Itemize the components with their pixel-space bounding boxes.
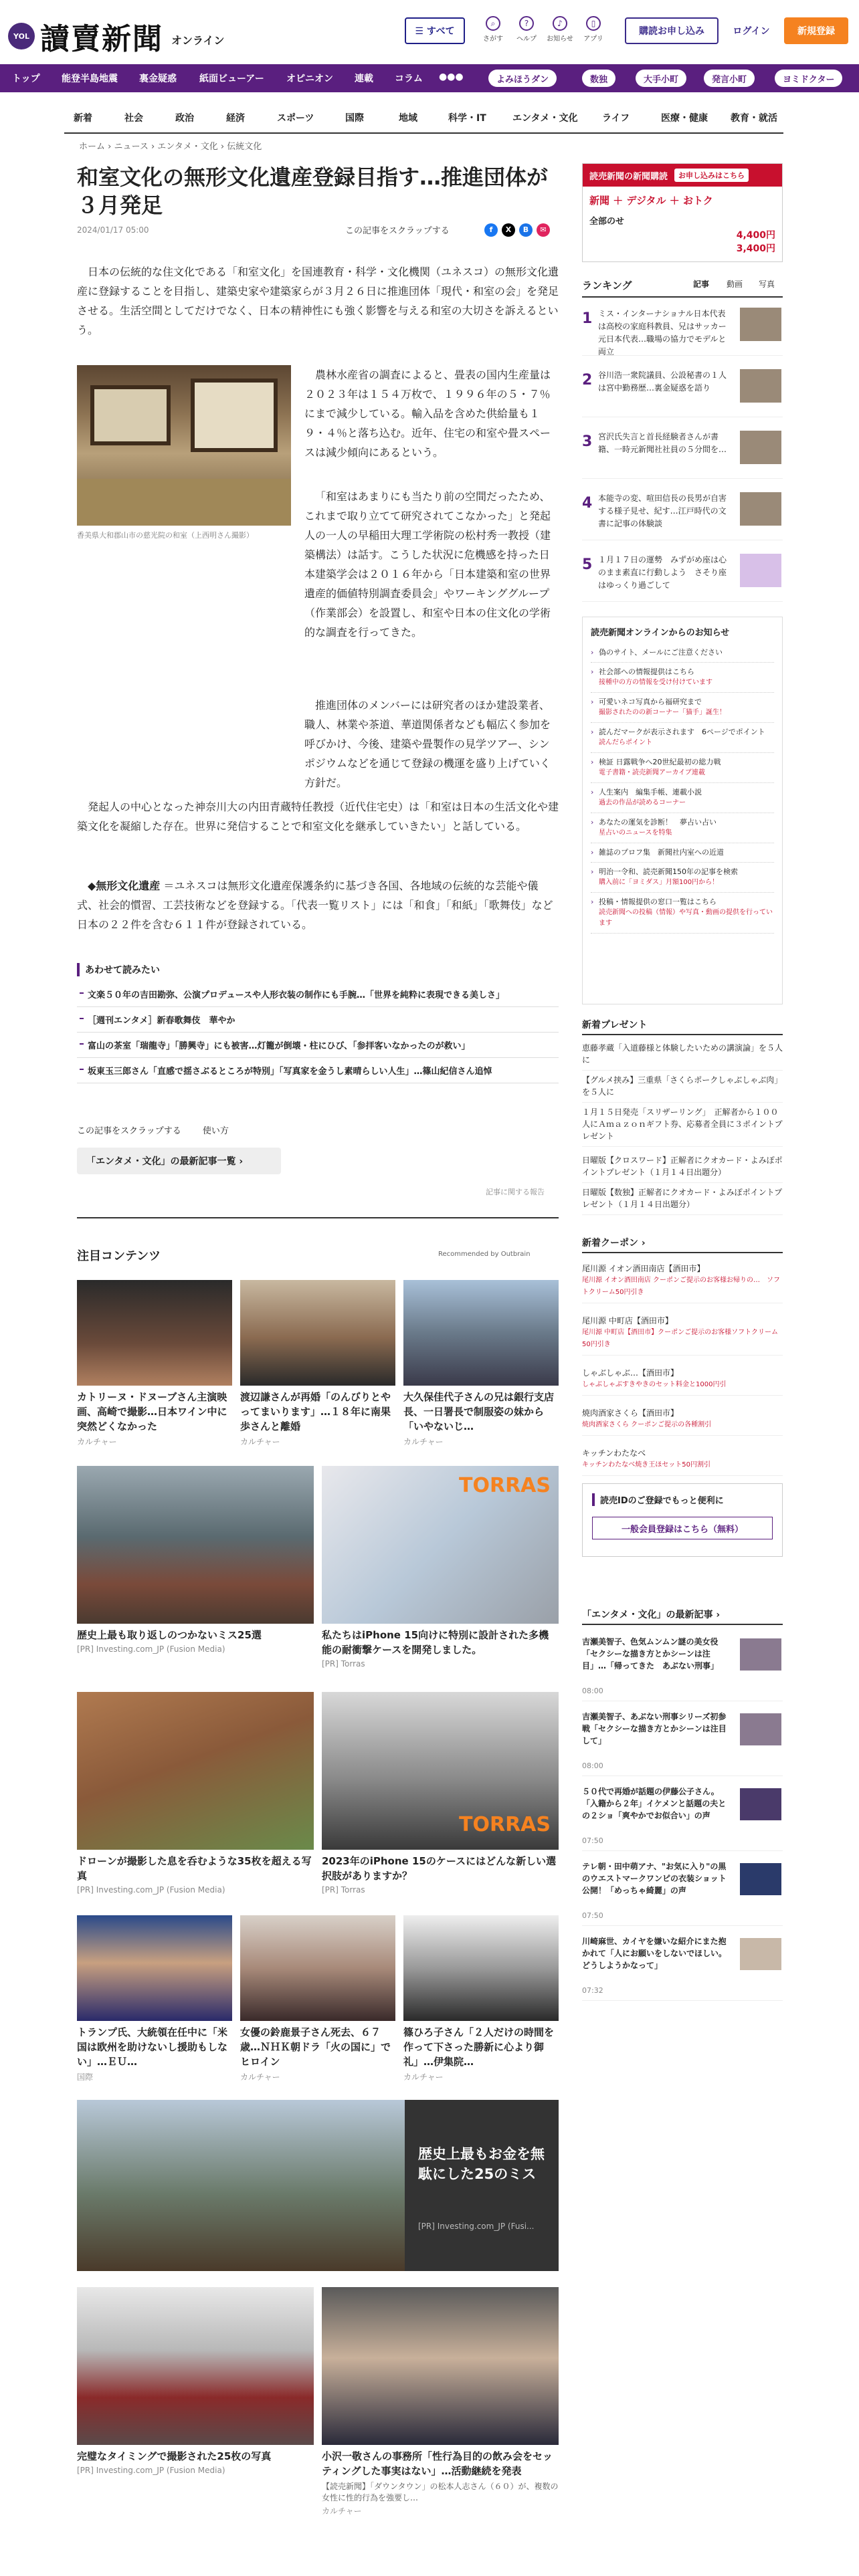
notice-item[interactable] <box>591 813 774 843</box>
login-button[interactable]: ログイン <box>733 26 770 37</box>
coupon-item[interactable] <box>582 1363 783 1396</box>
notice-item[interactable] <box>591 863 774 893</box>
featured-card[interactable] <box>77 1280 232 1447</box>
nav-pill[interactable]: 数独 <box>582 70 615 87</box>
photo-caption: 香美県大和郡山市の慈光院の和室（上西明さん撮影） <box>77 531 254 540</box>
ranking-item[interactable] <box>582 302 783 356</box>
featured-card[interactable] <box>322 1692 559 1895</box>
page-title: 和室文化の無形文化遺産登録目指す…推進団体が３月発足 <box>77 165 549 218</box>
subscription-promo[interactable] <box>582 163 783 262</box>
card-title: 篠ひろ子さん「２人だけの時間を作って下さった勝新に心より御礼」…伊集院… <box>403 2026 555 2068</box>
featured-card[interactable] <box>322 1466 559 1669</box>
notice-label: お知らせ <box>547 35 573 43</box>
featured-card[interactable] <box>240 1915 395 2082</box>
notice-sub: 撮影されたのの新コーナー「猫手」誕生！ <box>599 709 726 716</box>
nav-pill[interactable]: ヨミドクター <box>775 70 842 87</box>
usage-link[interactable]: 使い方 <box>202 1126 229 1136</box>
card-image <box>403 1915 559 2021</box>
card-image <box>322 1692 559 1850</box>
coupon-desc: 焼肉酒家さくら クーポンご提示の各種割引 <box>582 1421 712 1428</box>
ranking-thumb <box>740 492 781 526</box>
notice-item[interactable] <box>591 893 774 934</box>
card-title: ドローンが撮影した息を呑むような35枚を超える写真 <box>77 1855 312 1882</box>
related-heading: あわせて読みたい <box>77 963 559 976</box>
rank-number: 5 <box>582 556 593 573</box>
ent-title: 川崎麻世、カイヤを嫌いな紹介にまた抱かれて「人にお願いをしないでほしい。どうしようかなって」 <box>582 1937 727 1970</box>
category-item[interactable]: 経済 <box>226 113 245 124</box>
notice-sub: 星占いのニュースを特集 <box>599 829 672 837</box>
coupon-item[interactable] <box>582 1311 783 1356</box>
featured-card[interactable] <box>77 1915 232 2082</box>
card-image <box>403 1280 559 1386</box>
ent-heading[interactable]: 「エンタメ・文化」の最新記事 › <box>582 1608 783 1625</box>
ent-title: 吉瀬美智子、色気ムンムン謎の美女役「セクシーな描き方とかシーンは注目」…「帰ってきた あぶない刑事」 <box>582 1637 719 1671</box>
notice-item[interactable] <box>591 643 774 663</box>
ranking-thumb <box>740 554 781 587</box>
card-source: [PR] Investing.com_JP (Fusion Media) <box>77 1644 225 1654</box>
present-item[interactable]: 恵藤孝蔵「入道藤様と体験したいための講演論」を５人に <box>582 1038 783 1071</box>
ent-thumb <box>740 1788 781 1820</box>
notice-sub: 購入前に「ヨミダス」月額100円から！ <box>599 879 719 886</box>
present-item[interactable]: 日曜版【数独】正解者にクオカード・よみぽポイントプレゼント（１月１４日出題分） <box>582 1182 783 1215</box>
notice-box <box>582 617 783 1004</box>
card-image <box>77 1466 314 1624</box>
card-source: カルチャー <box>322 2506 362 2516</box>
card-source: [PR] Torras <box>322 1885 365 1895</box>
article-photo[interactable] <box>77 365 291 526</box>
article-paragraph: 発起人の中心となった神奈川大の内田青蔵特任教授（近代住宅史）は「和室は日本の生活文化や建築文化を凝縮した存在。世界に発信することで和室文化を継承していきたい」と話している。 <box>77 800 559 833</box>
card-title: 歴史上最もお金を無駄にした25のミス <box>418 2146 545 2182</box>
ent-title: テレ朝・田中萌アナ、"お気に入り"の黒のウエストマークワンピの衣装ショット公開！「めっちゃ綺麗」の声 <box>582 1862 727 1895</box>
coupon-item[interactable] <box>582 1403 783 1436</box>
glossary-text: ＝ユネスコは無形文化遺産保護条約に基づき各国、各地域の伝統的な芸能や儀式、社会的慣習、工芸技術などを登録する。「代表一覧リスト」には「和食」「和紙」「歌舞伎」など日本の２２件を含む６１１件が登録されている。 <box>77 879 553 931</box>
ent-thumb <box>740 1863 781 1895</box>
card-title: トランプ氏、大統領在任中に「米国は欧州を助けないし援助もしない」…ＥＵ… <box>77 2026 228 2068</box>
member-register-button[interactable]: 一般会員登録はこちら（無料） <box>592 1517 773 1539</box>
category-item[interactable]: ライフ <box>602 113 630 124</box>
notice-text: 投稿・情報提供の窓口一覧はこちら <box>599 897 717 906</box>
facebook-icon[interactable]: f <box>484 223 498 237</box>
category-item[interactable]: エンタメ・文化 <box>512 113 578 124</box>
coupon-title: 尾川源 イオン酒田南店【酒田市】 <box>582 1264 705 1273</box>
ranking-item[interactable] <box>582 364 783 417</box>
promo-badge: お申し込みはこちら <box>674 169 749 182</box>
help-icon: ? <box>519 16 534 31</box>
price-1: 4,400円 <box>736 230 775 241</box>
card-title: 女優の鈴鹿景子さん死去、６７歳…ＮＨＫ朝ドラ「火の国に」でヒロイン <box>240 2026 391 2068</box>
help-label: ヘルプ <box>516 35 537 43</box>
rank-number: 1 <box>582 310 593 327</box>
notice-text: 読んだマークが表示されます 6ページでポイント <box>599 728 765 736</box>
ent-item[interactable] <box>582 1632 783 1701</box>
brand-logo: TORRAS <box>459 1813 551 1836</box>
search-label: さがす <box>483 35 503 43</box>
x-icon[interactable]: X <box>502 223 515 237</box>
outbrain-label[interactable]: Recommended by Outbrain <box>438 1251 531 1258</box>
ent-time: 08:00 <box>582 1761 603 1770</box>
breadcrumb[interactable]: ホーム › ニュース › エンタメ・文化 › 伝統文化 <box>79 142 262 152</box>
notice-item[interactable] <box>591 753 774 783</box>
card-source: カルチャー <box>403 2072 444 2082</box>
notice-text: 検証 日露戦争へ20世紀最初の総力戦 <box>599 758 721 766</box>
notice-item[interactable] <box>591 663 774 693</box>
promo-header <box>583 164 782 187</box>
category-item[interactable]: 新着 <box>74 113 92 124</box>
ranking-heading <box>582 278 783 298</box>
card-title: 渡辺謙さんが再婚「のんびりとやってまいります」…１８年に南果歩さんと離婚 <box>240 1391 391 1432</box>
article-paragraph <box>77 876 559 934</box>
coupon-item[interactable] <box>582 1259 783 1303</box>
present-item[interactable]: 日曜版【クロスワード】正解者にクオカード・よみぽポイントプレゼント（１月１４日出題分） <box>582 1150 783 1183</box>
ent-thumb <box>740 1638 781 1671</box>
card-image <box>77 1915 232 2021</box>
rank-number: 4 <box>582 495 593 512</box>
featured-card[interactable] <box>77 2287 314 2475</box>
ent-time: 08:00 <box>582 1687 603 1695</box>
notice-sub: 読んだらポイント <box>599 739 652 746</box>
card-source: カルチャー <box>240 1437 280 1446</box>
ranking-text: １月１７日の運勢 みずがめ座は心のまま素直に行動しよう さそり座はゆっくり過ごして <box>598 555 727 590</box>
divider <box>77 1217 559 1218</box>
card-image <box>240 1915 395 2021</box>
promo-line: 新聞 ＋ デジタル ＋ おトク <box>589 195 713 207</box>
notice-sub: 接種中の方の情報を受け付けています <box>599 679 712 686</box>
category-item[interactable]: 国際 <box>345 113 364 124</box>
glossary-term: ◆無形文化遺産 <box>88 879 161 892</box>
card-source: [PR] Investing.com_JP (Fusion Media) <box>77 2466 225 2475</box>
card-title: 2023年のiPhone 15のケースにはどんな新しい選択肢がありますか？ <box>322 1855 557 1882</box>
card-image <box>322 1466 559 1624</box>
notice-sub: 過去の作品が読めるコーナー <box>599 799 686 807</box>
notice-heading: 読売新聞オンラインからのお知らせ <box>591 628 730 638</box>
coupon-title: 尾川源 中町店【酒田市】 <box>582 1316 673 1325</box>
notice-text: 雑誌のプロフ集 新聞社内室への近道 <box>599 848 724 857</box>
notice-item[interactable] <box>591 723 774 753</box>
card-title: 完璧なタイミングで撮影された25枚の写真 <box>77 2450 272 2462</box>
notice-text: 人生案内 編集手帳、連載小説 <box>599 788 702 796</box>
nav-item[interactable]: トップ <box>12 74 40 84</box>
search-button[interactable] <box>478 16 508 43</box>
nav-item[interactable]: コラム <box>395 74 423 84</box>
article-paragraph: 推進団体のメンバーには研究者のほか建設業者、職人、林業や茶道、華道関係者なども幅広く参加を呼びかけ、今後、建築や畳製作の見学ツアー、シンポジウムなどを通じて登録の機運を盛り上げていく方針だ。 <box>304 699 551 789</box>
ranking-thumb <box>740 431 781 464</box>
category-item[interactable]: 社会 <box>124 113 143 124</box>
card-source: カルチャー <box>240 2072 280 2082</box>
price-2: 3,400円 <box>736 243 775 254</box>
search-icon: ⌕ <box>486 16 500 31</box>
app-icon: ▯ <box>586 16 601 31</box>
related-item[interactable]: ［週刊エンタメ］新春歌舞伎 華やか <box>77 1007 559 1033</box>
promo-title: 読売新聞の新聞購読 <box>589 171 668 182</box>
site-header <box>0 0 859 62</box>
register-button[interactable]: 新規登録 <box>784 17 848 44</box>
article-actions <box>77 1123 229 1136</box>
card-image <box>77 2287 314 2445</box>
notice-item[interactable] <box>591 693 774 723</box>
coupon-heading[interactable]: 新着クーポン › <box>582 1236 783 1253</box>
notice-text: 可愛いネコ写真から福研究まで <box>599 697 702 706</box>
card-image <box>77 1280 232 1386</box>
article-paragraph: 農林水産省の調査によると、畳表の国内生産量は２０２３年は１５４万枚で、１９９６年の５・７％にまで減少している。輸入品を含めた供給量も１９・４％と落ち込む。近年、住宅の和室や畳スペースは減少傾向にあるという。 <box>304 368 551 459</box>
mail-icon[interactable]: ✉ <box>537 223 550 237</box>
ranking-text: 宮沢氏失言と首長経験者さんが書籍、一時元新聞社社員の５分間を… <box>598 432 727 454</box>
card-summary: 【読売新聞】「ダウンタウン」の松本人志さん（６０）が、複数の女性に性的行為を強要し… <box>322 2482 559 2502</box>
present-item[interactable]: 【グルメ挟み】三重県「さくらポークしゃぶしゃぶ肉」を５人に <box>582 1070 783 1103</box>
ranking-item[interactable] <box>582 548 783 602</box>
nav-item[interactable]: 連載 <box>355 74 373 84</box>
brand-logo: TORRAS <box>459 1474 551 1497</box>
logo-sub: オンライン <box>171 33 225 47</box>
card-title: 小沢一敬さんの事務所「性行為目的の飲み会をセッティングした事実はない」…活動継続を発表 <box>322 2450 553 2477</box>
related-item[interactable]: 坂東玉三郎さん「直感で揺さぶるところが特別」「写真家を金うし素晴らしい人生」…篠山紀信さん追悼 <box>77 1058 559 1083</box>
card-image <box>77 2100 405 2271</box>
category-item[interactable]: 医療・健康 <box>661 113 708 124</box>
site-logo[interactable] <box>8 15 225 58</box>
card-title: 大久保佳代子さんの兄は銀行支店長、一日署長で制服姿の妹から「いやないじ… <box>403 1391 555 1432</box>
card-source: カルチャー <box>77 1437 117 1446</box>
help-button[interactable] <box>511 16 542 43</box>
nav-item[interactable]: 紙面ビューアー <box>199 74 264 84</box>
related-articles <box>77 963 559 1083</box>
app-label: アプリ <box>583 35 603 43</box>
logo-name: 讀賣新聞 <box>40 22 163 56</box>
coupon-desc: 尾川源 イオン酒田南店 クーポンご提示のお客様お帰りの… ソフトクリーム50円引き <box>582 1277 781 1296</box>
card-source: [PR] Investing.com_JP (Fusion Media) <box>77 1885 225 1895</box>
featured-heading: 注目コンテンツ <box>77 1249 161 1263</box>
notice-text: 偽のサイト、メールにご注意ください <box>599 648 723 657</box>
ranking-tab[interactable]: 動画 <box>727 280 743 289</box>
card-title: カトリーヌ・ドヌーブさん主演映画、高崎で撮影…日本ワイン中に突然どくなかった <box>77 1391 227 1432</box>
card-image <box>240 1280 395 1386</box>
report-link[interactable]: 記事に関する報告 <box>486 1188 545 1196</box>
featured-card[interactable] <box>322 2287 559 2516</box>
ranking-thumb <box>740 308 781 341</box>
photo-window <box>90 385 171 445</box>
article-lead: 日本の伝統的な住文化である「和室文化」を国連教育・科学・文化機関（ユネスコ）の無形文化遺産に登録することを目指し、建築史家や建築家らが３月２６日に推進団体「現代・和室の会」を発足させる。生活空間としてだけでなく、日本の精神性にも強く影響を与える和室の大切さを訴えるという。 <box>77 265 559 336</box>
article-date: 2024/01/17 05:00 <box>77 225 149 235</box>
category-item[interactable]: 科学・IT <box>448 113 486 124</box>
promo-line2: 全部のせ <box>589 217 625 227</box>
category-nav <box>64 100 783 134</box>
nav-item[interactable]: 裏金疑惑 <box>139 74 177 84</box>
category-item[interactable]: 政治 <box>175 113 194 124</box>
nav-pill[interactable]: 大手小町 <box>636 70 686 87</box>
coupon-desc: しゃぶしゃぶすきやきのセット料金と1000円引 <box>582 1381 727 1388</box>
ent-item[interactable] <box>582 1856 783 1926</box>
card-source: [PR] Torras <box>322 1659 365 1669</box>
article-paragraph: 「和室はあまりにも当たり前の空間だったため、これまで取り立てて研究されてこなかった」と発起人の一人の早稲田大理工学術院の松村秀一教授（建築構法）は話す。こうした状況に危機感を持った日本建築学会は２０１６年から「日本建築和室の世界遺産的価値特別調査委員会」やワーキンググループ（作業部会）を設置し、和室や日本の住文化の学術的な調査を行ってきた。 <box>304 490 551 639</box>
coupon-title: キッチンわたなべ <box>582 1448 646 1458</box>
notice-text: 明治一令和、読売新聞150年の記事を検索 <box>599 867 738 876</box>
nav-item[interactable]: 能登半島地震 <box>62 74 118 84</box>
card-source: [PR] Investing.com_JP (Fusi... <box>418 2222 535 2231</box>
featured-card[interactable] <box>77 1692 314 1895</box>
coupon-desc: 尾川源 中町店【酒田市】クーポンご提示のお客様ソフトクリーム50円引き <box>582 1329 778 1348</box>
ent-thumb <box>740 1713 781 1745</box>
card-image <box>77 1692 314 1850</box>
category-item[interactable]: 教育・就活 <box>731 113 777 124</box>
present-heading: 新着プレゼント <box>582 1018 783 1035</box>
coupon-item[interactable] <box>582 1443 783 1476</box>
notice-item[interactable] <box>591 843 774 863</box>
card-source: カルチャー <box>403 1437 444 1446</box>
coupon-title: 焼肉酒家さくら【酒田市】 <box>582 1408 679 1418</box>
featured-card[interactable] <box>403 1280 559 1447</box>
main-nav <box>0 64 859 92</box>
ranking-title: ランキング <box>582 280 632 292</box>
logo-seal: YOL <box>8 23 35 49</box>
card-title: 私たちはiPhone 15向けに特別に設計された多機能の耐衝撃ケースを開発しました。 <box>322 1629 549 1656</box>
related-item[interactable]: 富山の茶室「瑞龍寺」「勝興寺」にも被害…灯籠が倒壊・柱にひび、「参拝客いなかったのが救い」 <box>77 1033 559 1058</box>
notice-sub: 読売新聞への投稿（情報）や写真・動画の提供を行っています <box>599 909 773 927</box>
category-item[interactable]: スポーツ <box>277 113 314 124</box>
card-title: 歴史上最も取り返しのつかないミス25選 <box>77 1629 262 1641</box>
category-item[interactable]: 地域 <box>399 113 417 124</box>
ranking-item[interactable] <box>582 487 783 540</box>
member-promo <box>582 1483 783 1557</box>
bell-icon: ♪ <box>553 16 567 31</box>
ranking-tab[interactable]: 写真 <box>759 280 775 289</box>
present-item[interactable]: １月１５日発売「スリザーリング」 正解者から１００人にＡｍａｚｏｎギフト券、応募者全員に３ポイントプレゼント <box>582 1102 783 1147</box>
ranking-thumb <box>740 369 781 403</box>
ranking-item[interactable] <box>582 425 783 479</box>
nav-more[interactable]: ●●● <box>439 72 464 82</box>
notice-sub: 電子書籍・読売新聞アーカイブ連載 <box>599 769 705 776</box>
ent-title: 吉瀬美智子、あぶない刑事シリーズ初参戦「セクシーな描き方とかシーンは注目して」 <box>582 1712 727 1745</box>
ent-time: 07:50 <box>582 1911 603 1920</box>
ent-item[interactable] <box>582 1782 783 1851</box>
featured-card-wide[interactable] <box>77 2100 559 2271</box>
nav-item[interactable]: オピニオン <box>286 74 333 84</box>
ranking-tab[interactable]: 記事 <box>693 280 710 289</box>
notice-text: あなたの運気を診断！ 夢占い占い <box>599 818 717 827</box>
nav-pill[interactable]: 発言小町 <box>704 70 755 87</box>
coupon-title: しゃぶしゃぶ…【酒田市】 <box>582 1368 679 1378</box>
menu-button[interactable]: ☰ すべて <box>405 17 465 44</box>
photo-window <box>191 379 278 452</box>
related-item[interactable]: 文楽５０年の吉田勘弥、公演プロデュースや人形衣装の制作にも手腕…「世界を純粋に表現できる美しさ」 <box>77 982 559 1007</box>
subscribe-button[interactable]: 購読お申し込み <box>625 17 719 44</box>
app-button[interactable] <box>578 16 609 43</box>
notice-text: 社会部への情報提供はこちら <box>599 667 694 676</box>
ent-item[interactable] <box>582 1931 783 2001</box>
notice-button[interactable] <box>545 16 575 43</box>
ent-time: 07:50 <box>582 1836 603 1845</box>
rank-number: 3 <box>582 433 593 450</box>
ranking-text: 本能寺の変、喧田信長の長男が自害する様子見せ、紀す…江戸時代の文書に記事の体験談 <box>598 494 727 528</box>
photo-tatami <box>77 479 291 526</box>
ranking-text: ミス・インターナショナル日本代表は高校の家庭科教員、兄はサッカー元日本代表…職場の協力でモデルと両立 <box>598 309 727 356</box>
nav-pill[interactable]: よみほうダン <box>488 70 557 87</box>
member-promo-heading: 読売IDのご登録でもっと便利に <box>592 1493 773 1506</box>
promo-price <box>737 228 775 255</box>
featured-card[interactable] <box>240 1280 395 1447</box>
notice-item[interactable] <box>591 783 774 813</box>
rank-number: 2 <box>582 372 593 389</box>
featured-card[interactable] <box>77 1466 314 1654</box>
ent-item[interactable] <box>582 1707 783 1776</box>
ranking-text: 谷川浩一衆院議員、公設秘書の１人は宮中勤務歴…裏金疑惑を語り <box>598 370 727 393</box>
card-image <box>322 2287 559 2445</box>
ent-time: 07:32 <box>582 1986 603 1995</box>
bookmark-icon[interactable]: B <box>519 223 533 237</box>
more-articles-button[interactable]: 「エンタメ・文化」の最新記事一覧 › <box>77 1148 281 1174</box>
scrap-link[interactable]: この記事をスクラップする <box>77 1126 181 1136</box>
featured-card[interactable] <box>403 1915 559 2082</box>
ent-title: ５０代で再婚が話題の伊藤公子さん。「入籍から２年」イケメンと話題の夫との２ショ「爽やかでお似合い」の声 <box>582 1787 727 1820</box>
coupon-desc: キッチンわたなべ焼き王ほセット50円割引 <box>582 1461 711 1469</box>
ent-thumb <box>740 1938 781 1970</box>
card-source: 国際 <box>77 2072 94 2082</box>
scrap-link[interactable]: この記事をスクラップする <box>345 226 450 236</box>
